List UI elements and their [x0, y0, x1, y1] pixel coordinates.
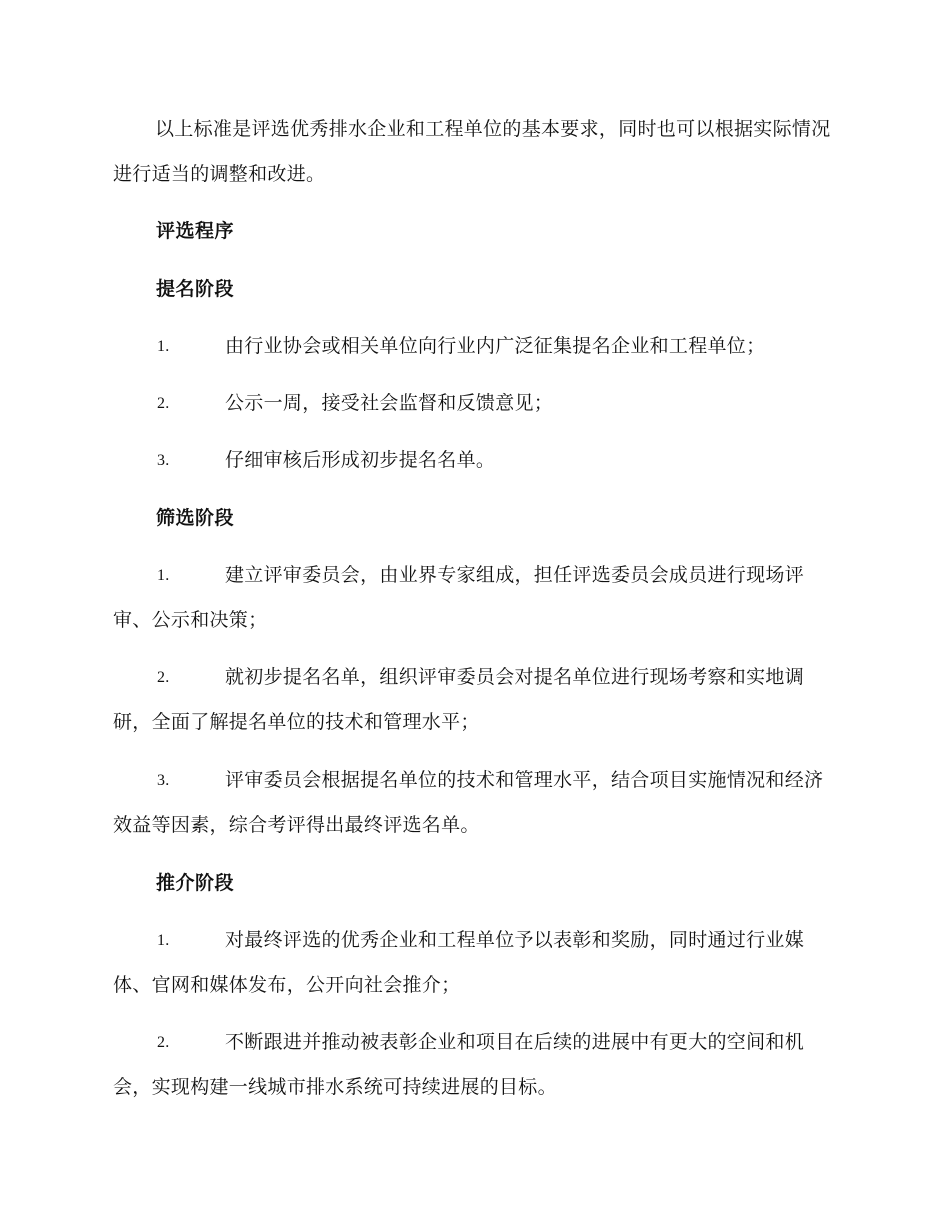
stage-title-nomination: 提名阶段 — [156, 278, 235, 300]
list-item-text: 建立评审委员会，由业界专家组成，担任评选委员会成员进行现场评审、公示和决策； — [113, 564, 805, 631]
list-number: 2. — [157, 669, 170, 686]
list-item-text: 不断跟进并推动被表彰企业和项目在后续的进展中有更大的空间和机会，实现构建一线城市排水系统可持续进展的目标。 — [113, 1031, 805, 1098]
list-item — [113, 438, 835, 483]
list-item — [113, 1020, 835, 1110]
list-item — [113, 758, 835, 848]
list-number: 1. — [157, 567, 170, 584]
list-item — [113, 655, 835, 745]
list-item-text: 对最终评选的优秀企业和工程单位予以表彰和奖励，同时通过行业媒体、官网和媒体发布，公开向社会推介； — [113, 929, 805, 996]
list-item — [113, 381, 835, 426]
stage-title-promotion: 推介阶段 — [156, 872, 235, 894]
list-item-text: 公示一周，接受社会监督和反馈意见； — [225, 392, 554, 414]
list-item — [113, 553, 835, 643]
list-item — [113, 324, 835, 369]
stage-title-screening: 筛选阶段 — [156, 507, 235, 529]
list-number: 3. — [157, 772, 170, 789]
list-number: 1. — [157, 338, 170, 355]
list-item — [113, 918, 835, 1008]
list-item-text: 仔细审核后形成初步提名名单。 — [225, 449, 496, 471]
list-number: 1. — [157, 932, 170, 949]
section-title: 评选程序 — [156, 220, 235, 242]
list-number: 2. — [157, 395, 170, 412]
list-item-text: 评审委员会根据提名单位的技术和管理水平，结合项目实施情况和经济效益等因素，综合考评得出最终评选名单。 — [113, 769, 824, 836]
list-item-text: 由行业协会或相关单位向行业内广泛征集提名企业和工程单位； — [225, 335, 766, 357]
list-number: 2. — [157, 1034, 170, 1051]
list-number: 3. — [157, 452, 170, 469]
intro-paragraph: 以上标准是评选优秀排水企业和工程单位的基本要求，同时也可以根据实际情况进行适当的调整和改进。 — [113, 118, 831, 185]
list-item-text: 就初步提名名单，组织评审委员会对提名单位进行现场考察和实地调研，全面了解提名单位的技术和管理水平； — [113, 666, 805, 733]
